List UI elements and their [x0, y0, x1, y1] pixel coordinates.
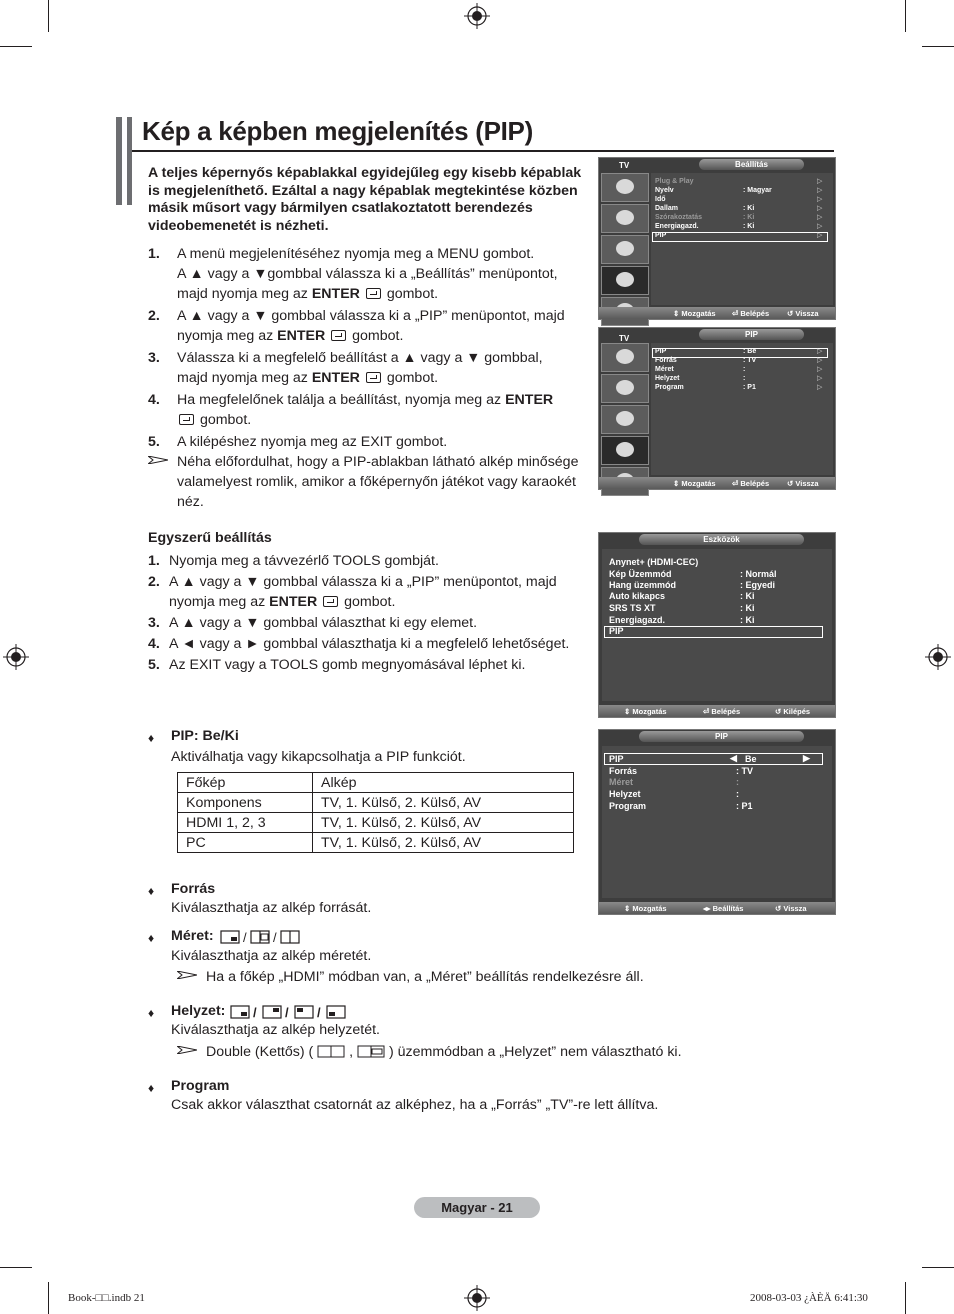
enter-icon — [366, 372, 381, 383]
screen-footer — [599, 477, 835, 489]
simple-steps — [148, 551, 593, 675]
meret-note: Ha a főkép „HDMI” módban van, a „Méret” beállítás rendelkezésre áll. — [206, 969, 644, 985]
crop-mark — [0, 1267, 32, 1268]
simple-step-5: 5. Az EXIT vagy a TOOLS gomb megnyomásával léphet ki. — [148, 657, 526, 673]
registration-mark-icon — [3, 644, 29, 670]
position-options-icon — [230, 1005, 350, 1019]
submenu-arrow-icons: ▷ ▷ ▷ ▷ ▷ ▷ ▷ — [817, 178, 823, 239]
helyzet-heading: Helyzet: — [171, 1003, 226, 1019]
step-1: 1. A menü megjelenítéséhez nyomja meg a MENU gombot. A ▲ vagy a ▼gombbal válassza ki a „Beállítás” menüpontot, majd nyomja meg az ENTER gombot. — [148, 246, 558, 302]
pip-option-forras[interactable]: Forrás — [609, 766, 638, 776]
selection-highlight — [604, 626, 823, 638]
page-title: Kép a képben megjelenítés (PIP) — [142, 116, 533, 146]
bullet-diamond-icon: ♦ — [148, 931, 155, 945]
return-hint: ↺ Vissza — [775, 904, 807, 913]
enter-hint: ⏎ Belépés — [703, 707, 741, 716]
move-hint: ⇕ Mozgatás — [624, 904, 667, 913]
menu-sidebar — [601, 343, 649, 498]
step-5: 5. A kilépéshez nyomja meg az EXIT gombot. — [148, 434, 448, 450]
right-arrow-icon[interactable]: ▶ — [803, 753, 810, 763]
step-4: 4. Ha megfelelőnek találja a beállítást, nyomja meg az ENTER gombot. — [148, 392, 554, 428]
bullet-diamond-icon: ♦ — [148, 1006, 155, 1020]
svg-text:/: / — [243, 930, 247, 944]
svg-text:/: / — [285, 1005, 289, 1019]
crop-mark — [905, 0, 906, 32]
channel-menu-icon[interactable] — [601, 235, 649, 264]
screen-footer — [599, 705, 835, 717]
pip-onoff-heading: PIP: Be/Ki — [171, 728, 239, 744]
screen-header: Eszközök — [599, 533, 835, 546]
menu-item-meret[interactable]: Méret — [655, 366, 674, 373]
tv-menu-screen-settings — [598, 157, 836, 320]
svg-text:/: / — [317, 1005, 321, 1019]
program-heading: Program — [171, 1078, 230, 1094]
move-hint: ⇕ Mozgatás — [673, 479, 716, 488]
screen-header: PIP — [599, 730, 835, 743]
title-rule — [132, 150, 834, 152]
pip-option-helyzet[interactable]: Helyzet — [609, 789, 641, 799]
menu-item-helyzet[interactable]: Helyzet — [655, 375, 680, 382]
return-hint: ↺ Vissza — [787, 479, 819, 488]
menu-list: PIP : Be Forrás : TV Méret : Helyzet : Program : P1 ▷ ▷ ▷ ▷ ▷ — [651, 343, 833, 475]
selection-highlight — [652, 348, 828, 358]
enter-icon — [323, 596, 338, 607]
exit-hint: ↺ Kilépés — [775, 707, 811, 716]
pip-tools-screen — [598, 729, 836, 915]
pip-onoff-desc: Aktiválhatja vagy kikapcsolhatja a PIP funkciót. — [171, 749, 466, 765]
screen-header: TV PIP — [599, 328, 835, 341]
footer-file-info: Book-□□.indb 21 — [68, 1292, 145, 1304]
tools-item-hang-uzemmod[interactable]: Hang üzemmód — [609, 580, 677, 590]
crop-mark — [48, 1282, 49, 1314]
meret-desc: Kiválaszthatja az alkép méretét. — [171, 948, 372, 964]
menu-item-pip[interactable]: PIP — [655, 232, 667, 239]
registration-mark-icon — [925, 644, 951, 670]
setup-steps — [148, 244, 588, 452]
left-arrow-icon[interactable]: ◀ — [730, 753, 737, 763]
helyzet-desc: Kiválaszthatja az alkép helyzetét. — [171, 1022, 380, 1038]
footer-timestamp: 2008-03-03 ¿ÀÈÄ 6:41:30 — [750, 1292, 868, 1304]
selection-highlight — [652, 232, 828, 242]
setup-menu-icon[interactable] — [601, 436, 649, 465]
pip-option-meret[interactable]: Méret — [609, 777, 634, 787]
simple-step-2: 2. A ▲ vagy a ▼ gombbal válassza ki a „PIP” menüpontot, majd nyomja meg az ENTER gombot. — [148, 574, 557, 610]
menu-item-szorakoztatas[interactable]: Szórakoztatás — [655, 214, 703, 221]
step-2: 2. A ▲ vagy a ▼ gombbal válassza ki a „PIP” menüpontot, majd nyomja meg az ENTER gombot. — [148, 308, 565, 344]
simple-setup-heading: Egyszerű beállítás — [148, 530, 272, 546]
simple-step-1: 1. Nyomja meg a távvezérlő TOOLS gombját. — [148, 553, 439, 569]
menu-item-nyelv[interactable]: Nyelv — [655, 187, 674, 194]
screen-footer — [599, 902, 835, 914]
tools-item-auto-kikapcs[interactable]: Auto kikapcs — [609, 591, 666, 601]
title-accent-stripe — [122, 117, 127, 205]
move-hint: ⇕ Mozgatás — [673, 309, 716, 318]
bullet-diamond-icon: ♦ — [148, 884, 155, 898]
pip-option-program[interactable]: Program — [609, 801, 647, 811]
page-number-tag: Magyar - 21 — [414, 1197, 540, 1218]
forras-heading: Forrás — [171, 881, 216, 897]
tools-list: Anynet+ (HDMI-CEC) Kép Üzemmód : Normál Hang üzemmód : Egyedi Auto kikapcs : Ki SRS TS XT : Ki Energiagazd. : Ki PIP — [602, 549, 832, 701]
menu-item-pip[interactable]: PIP — [655, 348, 667, 355]
enter-icon — [179, 414, 194, 425]
registration-mark-icon — [464, 1285, 490, 1311]
note-arrow-icon — [177, 1046, 197, 1054]
menu-list: Plug & Play Nyelv : Magyar Idő Dallam : Ki Szórakoztatás : Ki Energiagazd. : Ki PIP ▷ ▷ ▷ ▷ ▷ ▷ ▷ — [651, 173, 833, 305]
menu-item-dallam[interactable]: Dallam — [655, 205, 678, 212]
menu-item-program[interactable]: Program — [655, 384, 684, 391]
svg-text:/: / — [253, 1005, 257, 1019]
note-arrow-icon — [148, 456, 168, 464]
sound-menu-icon[interactable] — [601, 374, 649, 403]
menu-item-forras[interactable]: Forrás — [655, 357, 677, 364]
pip-options-list: PIP ◀ Be ▶ Forrás : TV Méret : Helyzet : Program : P1 — [602, 746, 832, 898]
table-row: HDMI 1, 2, 3 TV, 1. Külső, 2. Külső, AV — [178, 813, 574, 833]
adjust-hint: ◂▸ Beállítás — [703, 904, 744, 913]
channel-menu-icon[interactable] — [601, 405, 649, 434]
menu-item-energiagazd[interactable]: Energiagazd. — [655, 223, 699, 230]
enter-icon — [366, 288, 381, 299]
simple-step-4: 4. A ◄ vagy a ► gombbal választhatja ki a megfelelő lehetőséget. — [148, 636, 570, 652]
tools-item-anynet[interactable]: Anynet+ (HDMI-CEC) — [609, 557, 699, 567]
helyzet-note: Double (Kettős) ( , ) üzemmódban a „Helyzet” nem választható ki. — [206, 1044, 682, 1060]
table-row: PC TV, 1. Külső, 2. Külső, AV — [178, 833, 574, 853]
enter-icon — [331, 330, 346, 341]
simple-step-3: 3. A ▲ vagy a ▼ gombbal választhat ki egy elemet. — [148, 615, 478, 631]
intro-paragraph: A teljes képernyős képablakkal egyidejűleg egy kisebb képablak is megjeleníthető. Ezáltal a nagy képablak megtekintése közben másik műsort vagy bármilyen csatlakoztatott berendezés videobemenetét is nézheti. — [148, 165, 582, 234]
program-desc: Csak akkor választhat csatornát az alképhez, ha a „Forrás” „TV”-re lett állítva. — [171, 1097, 659, 1113]
menu-item-ido[interactable]: Idő — [655, 196, 666, 203]
registration-mark-icon — [464, 3, 490, 29]
tv-menu-screen-pip — [598, 327, 836, 490]
picture-menu-icon[interactable] — [601, 343, 649, 372]
picture-menu-icon[interactable] — [601, 173, 649, 202]
crop-mark — [905, 1282, 906, 1314]
move-hint: ⇕ Mozgatás — [624, 707, 667, 716]
crop-mark — [922, 46, 954, 47]
tools-item-pip[interactable]: PIP — [609, 626, 624, 636]
note-arrow-icon — [177, 971, 197, 979]
setup-menu-icon[interactable] — [601, 266, 649, 295]
tools-item-energiagazd[interactable]: Energiagazd. — [609, 615, 666, 625]
submenu-arrow-icons: ▷ ▷ ▷ ▷ ▷ — [817, 348, 823, 391]
tools-item-srs[interactable]: SRS TS XT — [609, 603, 656, 613]
sound-menu-icon[interactable] — [601, 204, 649, 233]
table-row: Komponens TV, 1. Külső, 2. Külső, AV — [178, 793, 574, 813]
selection-highlight — [604, 753, 823, 765]
crop-mark — [0, 46, 32, 47]
tools-menu-screen — [598, 532, 836, 718]
menu-sidebar — [601, 173, 649, 328]
step-3: 3. Válassza ki a megfelelő beállítást a ▲ vagy a ▼ gombbal, majd nyomja meg az ENTER gombot. — [148, 350, 543, 386]
menu-item-plug-play[interactable]: Plug & Play — [655, 178, 694, 185]
enter-hint: ⏎ Belépés — [732, 309, 770, 318]
crop-mark — [922, 1267, 954, 1268]
bullet-diamond-icon: ♦ — [148, 731, 155, 745]
svg-text:/: / — [273, 930, 277, 944]
tools-item-kep-uzemmod[interactable]: Kép Üzemmód — [609, 569, 672, 579]
meret-heading: Méret: — [171, 928, 214, 944]
screen-footer — [599, 307, 835, 319]
double-mode-alt-icon — [357, 1045, 385, 1058]
crop-mark — [48, 0, 49, 32]
bullet-diamond-icon: ♦ — [148, 1081, 155, 1095]
pip-source-table — [177, 772, 574, 853]
screen-header: TV Beállítás — [599, 158, 835, 171]
table-row: Főkép Alkép — [178, 773, 574, 793]
size-options-icon — [220, 930, 302, 944]
forras-desc: Kiválaszthatja az alkép forrását. — [171, 900, 372, 916]
double-mode-icon — [317, 1045, 345, 1058]
enter-hint: ⏎ Belépés — [732, 479, 770, 488]
note-game-karaoke: Néha előfordulhat, hogy a PIP-ablakban látható alkép minősége valamelyest romlik, amikor a főképernyőn játékot vagy karaokét néz. — [177, 454, 579, 510]
return-hint: ↺ Vissza — [787, 309, 819, 318]
pip-option-pip[interactable]: PIP — [609, 754, 624, 764]
